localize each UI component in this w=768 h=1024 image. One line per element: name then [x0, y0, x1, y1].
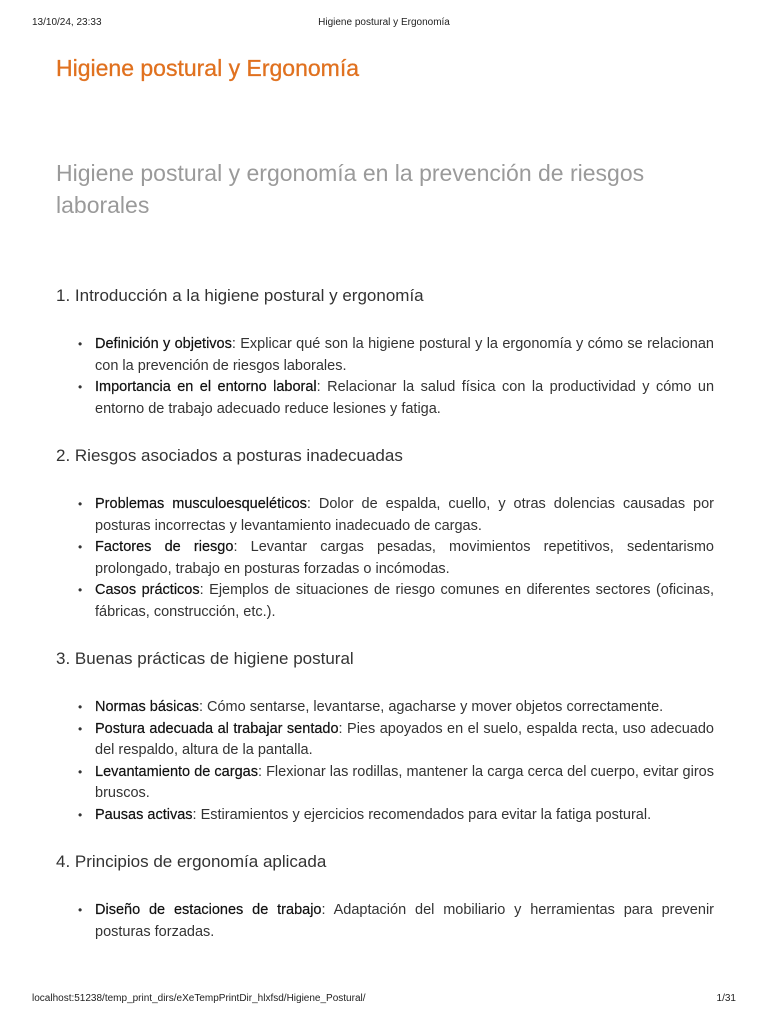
print-datetime: 13/10/24, 23:33 [32, 17, 102, 28]
bullet-icon: • [78, 807, 83, 822]
section-list [56, 334, 714, 420]
item-term: Postura adecuada al trabajar sentado [95, 720, 339, 737]
list-item [56, 900, 714, 943]
item-text: : Adaptación del mobiliario y herramientas para prevenir posturas forzadas. [95, 902, 714, 940]
item-term: Importancia en el entorno laboral [95, 379, 317, 395]
print-url: localhost:51238/temp_print_dirs/eXeTempPrintDir_hlxfsd/Higiene_Postural/ [32, 993, 366, 1004]
item-text: : Explicar qué son la higiene postural y la ergonomía y cómo se relacionan con la prevención de riesgos laborales. [95, 336, 714, 374]
bullet-icon: • [78, 721, 83, 736]
section-heading: 1. Introducción a la higiene postural y ergonomía [56, 286, 424, 305]
page-content [56, 52, 714, 943]
bullet-icon: • [78, 497, 83, 511]
list-item [56, 697, 714, 719]
bullet-icon: • [78, 700, 83, 714]
item-term: Normas básicas [95, 699, 199, 715]
item-text: : Dolor de espalda, cuello, y otras dolencias causadas por posturas incorrectas y levantamiento inadecuado de cargas. [95, 496, 715, 534]
site-title: Higiene postural y Ergonomía [56, 55, 359, 81]
list-item [56, 580, 714, 623]
list-item [56, 805, 714, 827]
item-text: : Levantar cargas pesadas, movimientos repetitivos, sedentarismo prolongado, trabajo en posturas forzadas o incómodas. [95, 539, 714, 577]
bullet-icon: • [78, 583, 83, 597]
bullet-icon: • [78, 903, 83, 917]
bullet-icon: • [78, 380, 83, 394]
item-text: : Pies apoyados en el suelo, espalda recta, uso adecuado del respaldo, altura de la pantalla. [95, 720, 714, 758]
bullet-icon: • [78, 764, 83, 779]
section-heading: 3. Buenas prácticas de higiene postural [56, 649, 354, 668]
bullet-icon: • [78, 540, 83, 554]
list-item [56, 719, 714, 762]
section-list [56, 494, 714, 623]
item-text: : Relacionar la salud física con la productividad y cómo un entorno de trabajo adecuado reduce lesiones y fatiga. [95, 379, 715, 417]
item-term: Diseño de estaciones de trabajo [95, 902, 322, 918]
item-text: : Ejemplos de situaciones de riesgo comunes en diferentes sectores (oficinas, fábricas, construcción, etc.). [95, 582, 714, 620]
item-term: Factores de riesgo [95, 539, 234, 555]
print-document-title: Higiene postural y Ergonomía [318, 17, 450, 28]
section-heading: 2. Riesgos asociados a posturas inadecuadas [56, 446, 403, 465]
item-term: Problemas musculoesqueléticos [95, 496, 307, 512]
print-footer [32, 993, 736, 1007]
item-term: Levantamiento de cargas [95, 763, 258, 780]
list-item [56, 377, 714, 420]
list-item [56, 334, 714, 377]
item-text: : Cómo sentarse, levantarse, agacharse y mover objetos correctamente. [198, 699, 664, 715]
list-item [56, 762, 714, 805]
list-item [56, 537, 714, 580]
item-term: Casos prácticos [95, 582, 200, 598]
section-list [56, 697, 714, 826]
item-text: : Estiramientos y ejercicios recomendados para evitar la fatiga postural. [192, 806, 652, 823]
item-text: : Flexionar las rodillas, mantener la carga cerca del cuerpo, evitar giros bruscos. [95, 763, 714, 801]
list-item [56, 494, 714, 537]
bullet-icon: • [78, 337, 83, 351]
print-header [32, 17, 736, 31]
page-title: Higiene postural y ergonomía en la prevención de riesgos laborales [56, 160, 645, 218]
item-term: Pausas activas [95, 806, 193, 823]
item-term: Definición y objetivos [95, 336, 232, 352]
section-heading: 4. Principios de ergonomía aplicada [56, 852, 327, 871]
section-list [56, 900, 714, 943]
page-number: 1/31 [716, 993, 736, 1004]
